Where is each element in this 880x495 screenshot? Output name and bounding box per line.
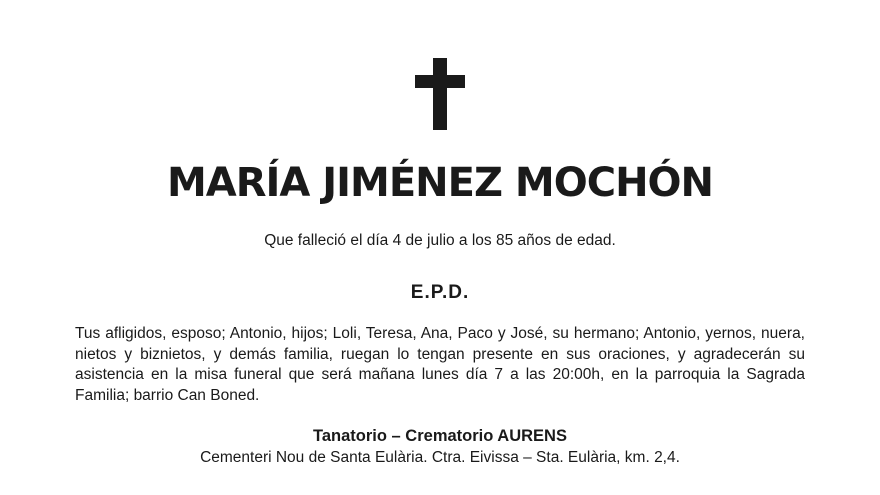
death-notice: Que falleció el día 4 de julio a los 85 años de edad. <box>264 232 616 249</box>
epd-heading: E.P.D. <box>410 282 470 303</box>
cross-icon <box>415 58 465 130</box>
deceased-name: MARÍA JIMÉNEZ MOCHÓN <box>166 160 714 206</box>
cross-vertical-bar <box>433 58 447 130</box>
funeral-home-name: Tanatorio – Crematorio AURENS <box>313 427 567 445</box>
family-message: Tus afligidos, esposo; Antonio, hijos; Loli, Teresa, Ana, Paco y José, su hermano; Antonio, yernos, nuera, nietos y biznietos, y demás familia, ruegan lo tengan presente en sus oraciones, y agradecerán su asistencia en la misa funeral que será mañana lunes día 7 a las 20:00h, en la parroquia la Sagrada Familia; barrio Can Boned. <box>75 325 805 404</box>
cross-horizontal-bar <box>415 75 465 88</box>
funeral-home-address: Cementeri Nou de Santa Eulària. Ctra. Eivissa – Sta. Eulària, km. 2,4. <box>200 449 680 466</box>
